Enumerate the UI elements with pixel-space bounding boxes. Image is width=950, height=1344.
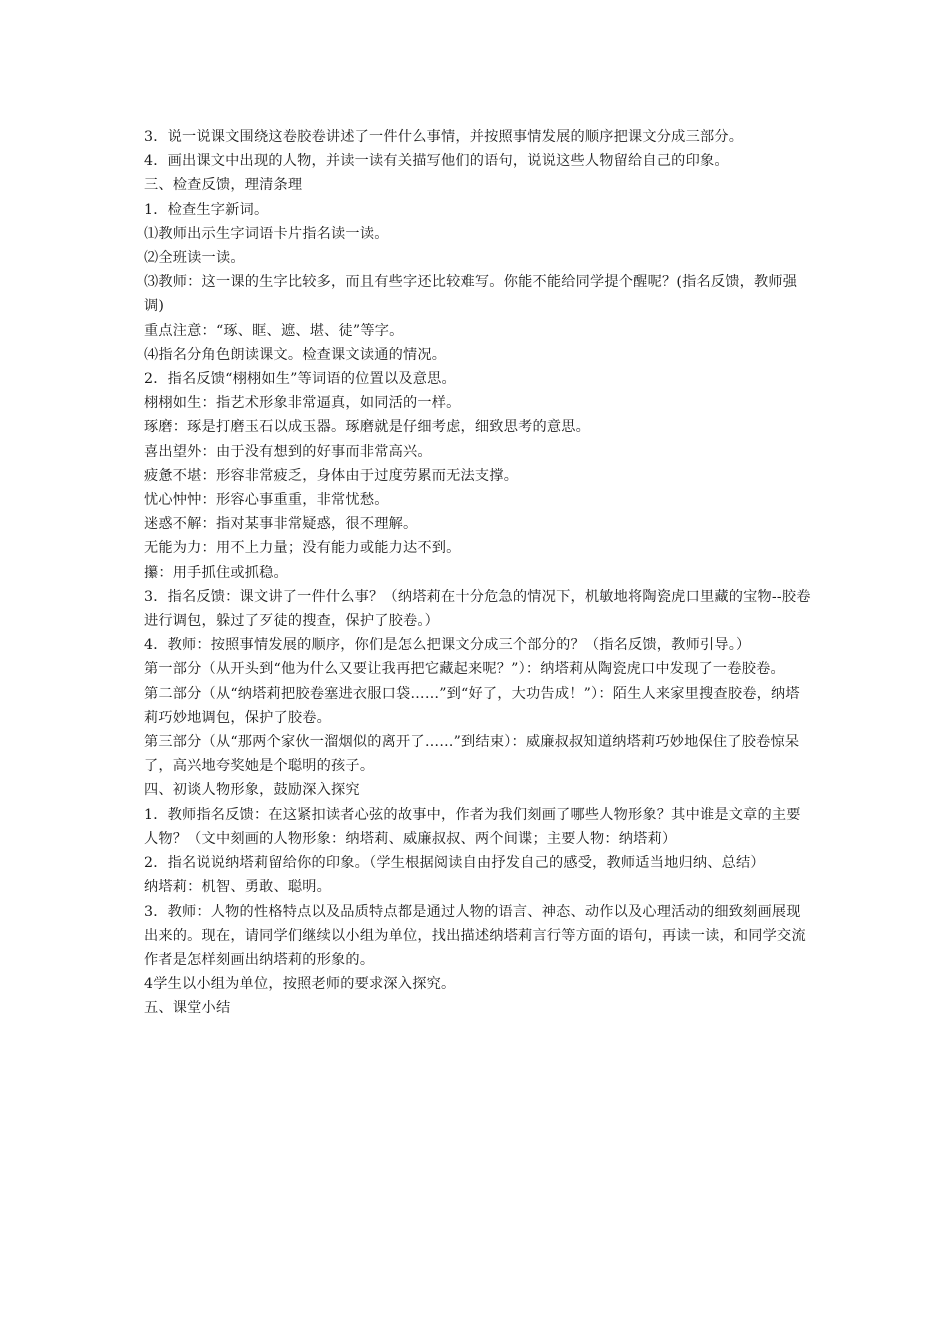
paragraph-character-analysis: 3．教师：人物的性格特点以及品质特点都是通过人物的语言、神态、动作以及心理活动的细致刻画展现出来的。现在，请同学们继续以小组为单位，找出描述纳塔莉言行等方面的语句，再读一读，和同学交流作者是怎样刻画出纳塔莉的形象的。 xyxy=(144,903,806,968)
part-one: 第一部分（从开头到“他为什么又要让我再把它藏起来呢？”）：纳塔莉从陶瓷虎口中发现了一卷胶卷。 xyxy=(144,661,785,678)
definition-youxin-chongchong: 忧心忡忡：形容心事重重，非常忧愁。 xyxy=(144,492,389,509)
definition-pibei-bukan: 疲惫不堪：形容非常疲乏，身体由于过度劳累而无法支撑。 xyxy=(144,467,519,484)
natalie-traits: 纳塔莉：机智、勇敢、聪明。 xyxy=(144,879,332,896)
section-heading-5: 五、课堂小结 xyxy=(144,1000,231,1017)
paragraph-check-words: 1．检查生字新词。 xyxy=(144,201,269,218)
definition-zuan: 攥：用手抓住或抓稳。 xyxy=(144,564,288,581)
definition-mihuo-bujie: 迷惑不解：指对某事非常疑惑，很不理解。 xyxy=(144,516,418,533)
paragraph-step-4-characters: 4．画出课文中出现的人物，并读一读有关描写他们的语句，说说这些人物留给自己的印象。 xyxy=(144,153,729,170)
section-heading-3: 三、检查反馈，理清条理 xyxy=(144,177,303,194)
paragraph-character-images: 1．教师指名反馈：在这紧扣读者心弦的故事中，作者为我们刻画了哪些人物形象？其中谁是文章的主要人物？（文中刻画的人物形象：纳塔莉、威廉叔叔、两个间谍；主要人物：纳塔莉） xyxy=(144,806,801,847)
list-item-3: ⑶教师：这一课的生字比较多，而且有些字还比较难写。你能不能给同学提个醒呢？(指名反馈，教师强调) xyxy=(144,274,798,315)
definition-zhuomo: 琢磨：琢是打磨玉石以成玉器。琢磨就是仔细考虑，细致思考的意思。 xyxy=(144,419,591,436)
paragraph-story-feedback: 3．指名反馈：课文讲了一件什么事？（纳塔莉在十分危急的情况下，机敏地将陶瓷虎口里藏的宝物--胶卷进行调包，躲过了歹徒的搜查，保护了胶卷。） xyxy=(144,588,811,630)
definition-xuxu-rusheng: 栩栩如生：指艺术形象非常逼真，如同活的一样。 xyxy=(144,395,461,412)
section-heading-4: 四、初谈人物形象，鼓励深入探究 xyxy=(144,782,360,799)
part-three: 第三部分（从“那两个家伙一溜烟似的离开了……”到结束）：威廉叔叔知道纳塔莉巧妙地保住了胶卷惊呆了，高兴地夸奖她是个聪明的孩子。 xyxy=(144,734,800,775)
key-characters-note: 重点注意：“琢、眶、遮、堪、徒”等字。 xyxy=(144,322,404,339)
paragraph-word-meaning: 2．指名反馈“栩栩如生”等词语的位置以及意思。 xyxy=(144,371,456,388)
definition-xichu-wangwai: 喜出望外：由于没有想到的好事而非常高兴。 xyxy=(144,443,432,460)
definition-wuneng-weili: 无能为力：用不上力量；没有能力或能力达不到。 xyxy=(144,540,461,557)
paragraph-three-parts: 4．教师：按照事情发展的顺序，你们是怎么把课文分成三个部分的？（指名反馈，教师引导。） xyxy=(144,637,751,654)
paragraph-step-3-summary: 3．说一说课文围绕这卷胶卷讲述了一件什么事情，并按照事情发展的顺序把课文分成三部分。 xyxy=(144,129,744,145)
list-item-2: ⑵全班读一读。 xyxy=(144,250,245,267)
list-item-1: ⑴教师出示生字词语卡片指名读一读。 xyxy=(144,225,389,242)
paragraph-group-study: 4学生以小组为单位，按照老师的要求深入探究。 xyxy=(144,976,456,993)
document-body xyxy=(144,125,812,1021)
part-two: 第二部分（从“纳塔莉把胶卷塞进衣服口袋……”到“好了，大功告成！”）：陌生人来家里搜查胶卷，纳塔莉巧妙地调包，保护了胶卷。 xyxy=(144,685,800,726)
paragraph-natalie-impression: 2．指名说说纳塔莉留给你的印象。（学生根据阅读自由抒发自己的感受，教师适当地归纳、总结） xyxy=(144,855,765,872)
list-item-4: ⑷指名分角色朗读课文。检查课文读通的情况。 xyxy=(144,346,447,363)
